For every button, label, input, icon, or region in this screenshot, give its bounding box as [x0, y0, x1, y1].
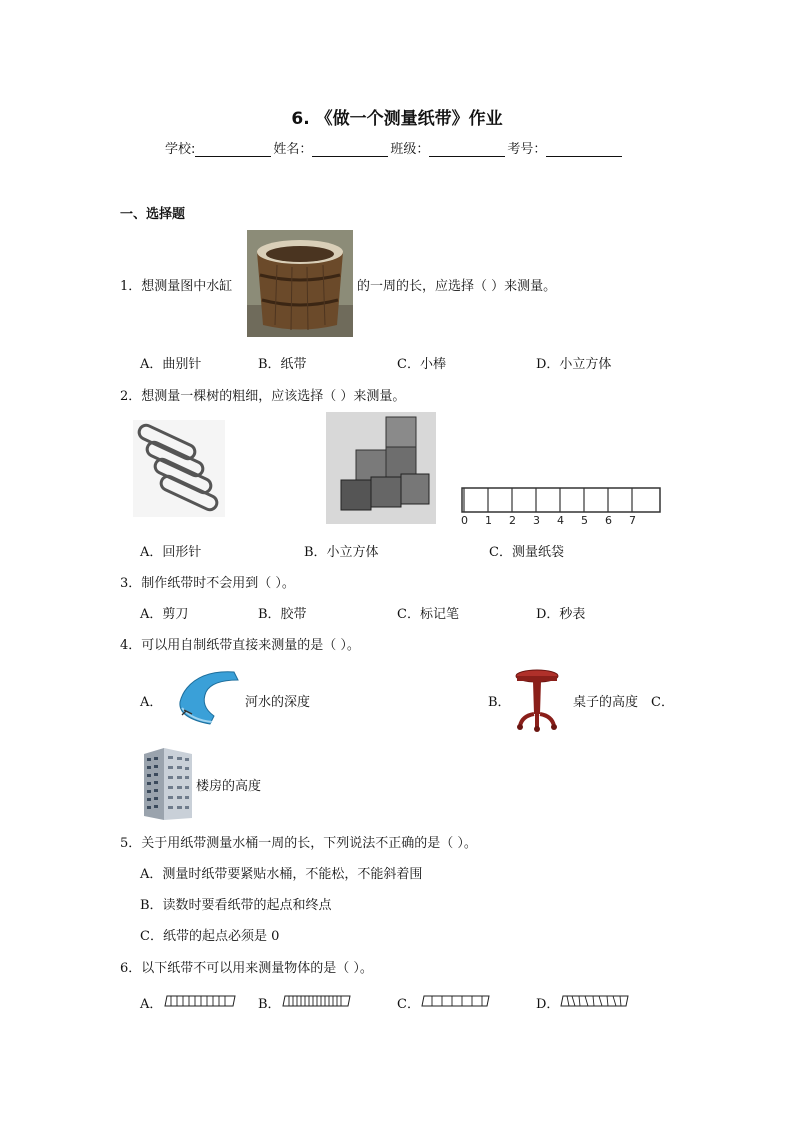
q4-text: 4．可以用自制纸带直接来测量的是（ ）。 — [120, 638, 360, 653]
school-label: 学校: — [165, 142, 196, 157]
q3-text: 3．制作纸带时不会用到（ ）。 — [120, 576, 295, 591]
tape-num-5: 5 — [581, 514, 588, 526]
water-vat-image — [247, 230, 353, 337]
table-icon — [514, 668, 560, 732]
q5-option-c[interactable]: C．纸带的起点必须是 0 — [140, 929, 280, 944]
q1-option-b[interactable]: B．纸带 — [258, 357, 307, 372]
q1-option-a[interactable]: A．曲别针 — [140, 357, 202, 372]
q1-text-post: 的一周的长，应选择（ ）来测量。 — [357, 279, 557, 294]
tape-a-icon — [163, 993, 238, 1009]
q2-option-c[interactable]: C．测量纸袋 — [489, 545, 564, 560]
q3-option-d[interactable]: D．秒表 — [536, 607, 586, 622]
q5-option-a[interactable]: A．测量时纸带要紧贴水桶，不能松，不能斜着围 — [140, 867, 423, 882]
q4-option-c-text: 楼房的高度 — [196, 779, 262, 794]
exam-no-blank[interactable] — [546, 142, 622, 157]
tape-c-icon — [420, 993, 492, 1009]
school-blank[interactable] — [195, 142, 271, 157]
name-label: 姓名： — [273, 142, 313, 157]
section-heading: 一、选择题 — [120, 207, 186, 222]
q6-text: 6．以下纸带不可以用来测量物体的是（ ）。 — [120, 961, 373, 976]
q4-option-a-text: 河水的深度 — [245, 695, 311, 710]
student-info-line — [165, 138, 624, 157]
tape-num-3: 3 — [533, 514, 540, 526]
q2-option-a[interactable]: A．回形针 — [140, 545, 202, 560]
q6-option-d[interactable]: D． — [536, 997, 560, 1012]
class-label: 班级： — [390, 142, 430, 157]
q4-option-a[interactable]: A． — [140, 695, 163, 710]
q5-text: 5．关于用纸带测量水桶一周的长，下列说法不正确的是（ ）。 — [120, 836, 477, 851]
q6-option-b[interactable]: B． — [258, 997, 281, 1012]
q5-option-b[interactable]: B．读数时要看纸带的起点和终点 — [140, 898, 332, 913]
name-blank[interactable] — [312, 142, 388, 157]
q1-text-pre: 1．想测量图中水缸 — [120, 279, 233, 294]
page-title: 6. 《做一个测量纸带》作业 — [291, 109, 503, 129]
q2-option-b[interactable]: B．小立方体 — [304, 545, 379, 560]
q3-option-b[interactable]: B．胶带 — [258, 607, 307, 622]
measuring-tape-image — [461, 486, 661, 526]
q6-option-a[interactable]: A． — [140, 997, 163, 1012]
tape-num-7: 7 — [629, 514, 636, 526]
tape-d-icon — [559, 993, 631, 1009]
q4-option-b[interactable]: B． — [488, 695, 511, 710]
q1-option-c[interactable]: C．小棒 — [397, 357, 446, 372]
q3-option-a[interactable]: A．剪刀 — [140, 607, 189, 622]
tape-num-4: 4 — [557, 514, 564, 526]
tape-num-0: 0 — [461, 514, 468, 526]
small-cubes-image — [326, 412, 436, 524]
q3-option-c[interactable]: C．标记笔 — [397, 607, 459, 622]
q2-text: 2．想测量一棵树的粗细，应该选择（ ）来测量。 — [120, 389, 406, 404]
paperclips-image — [133, 420, 225, 517]
exam-no-label: 考号： — [507, 142, 547, 157]
tape-num-2: 2 — [509, 514, 516, 526]
tape-num-6: 6 — [605, 514, 612, 526]
q1-option-d[interactable]: D．小立方体 — [536, 357, 612, 372]
river-icon — [172, 666, 242, 728]
q4-option-b-text: 桌子的高度 — [573, 695, 639, 710]
building-icon — [142, 744, 196, 822]
class-blank[interactable] — [429, 142, 505, 157]
q6-option-c[interactable]: C． — [397, 997, 420, 1012]
tape-num-1: 1 — [485, 514, 492, 526]
q4-option-c[interactable]: C． — [651, 695, 674, 710]
tape-b-icon — [281, 993, 353, 1009]
